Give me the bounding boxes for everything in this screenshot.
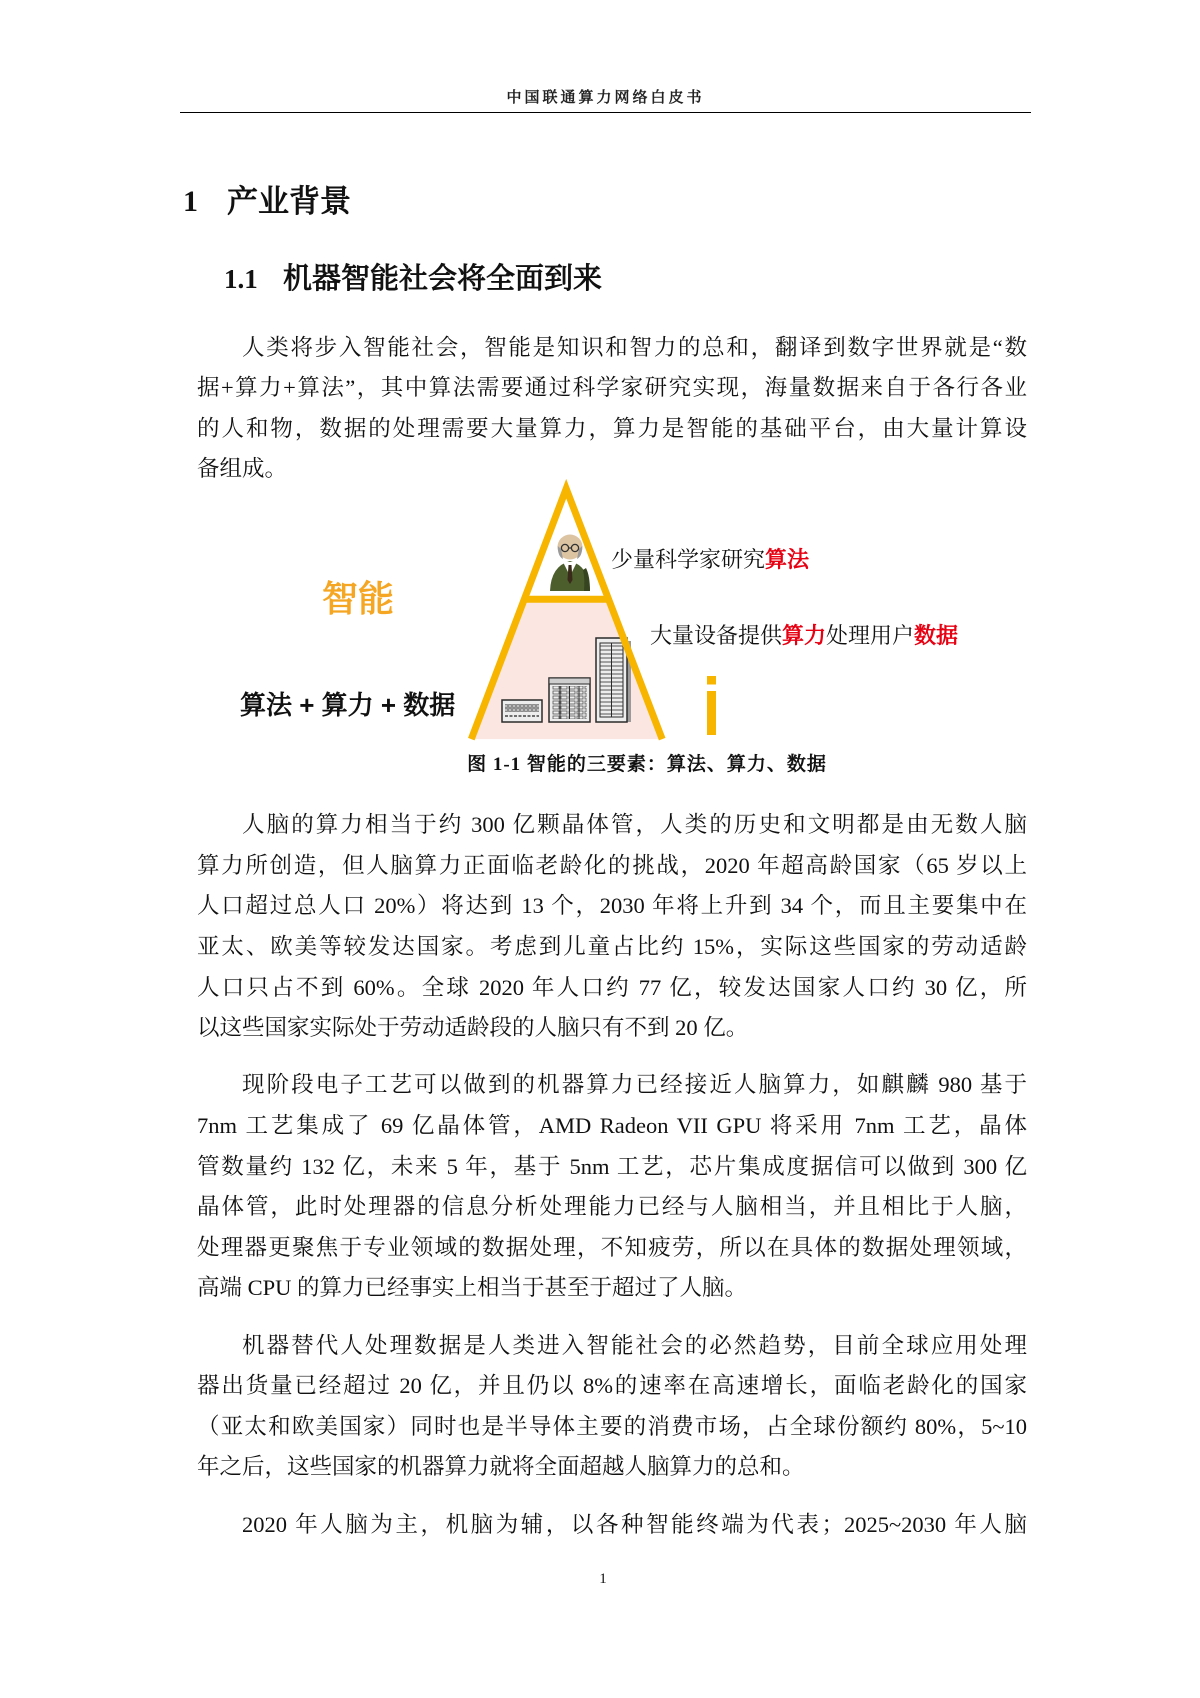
section-title: 产业背景 (227, 184, 351, 219)
annotation-text: 处理用户 (826, 623, 915, 648)
paragraph-2 (197, 805, 1027, 1049)
figure-top-annotation (611, 547, 809, 573)
paragraph-line: 现阶段电子工艺可以做到的机器算力已经接近人脑算力，如麒麟 980 基于 (242, 1072, 1027, 1098)
paragraph-3 (197, 1065, 1027, 1309)
running-header-title: 中国联通算力网络白皮书 (506, 90, 705, 106)
paragraph-line: 高端 CPU 的算力已经事实上相当于甚至于超过了人脑。 (197, 1275, 748, 1301)
paragraph-line: 管数量约 132 亿，未来 5 年，基于 5nm 工艺，芯片集成度据信可以做到 300 亿 (197, 1153, 1027, 1179)
server-cabinet-icon (549, 678, 590, 722)
annotation-highlight: 数据 (914, 623, 959, 648)
section-number: 1 (183, 185, 198, 218)
paragraph-line: 人脑的算力相当于约 300 亿颗晶体管，人类的历史和文明都是由无数人脑 (242, 812, 1027, 838)
paragraph-line: 人口超过总人口 20%）将达到 13 个，2030 年将上升到 34 个，而且主要集中在 (197, 893, 1027, 919)
paragraph-line: 器出货量已经超过 20 亿，并且仍以 8%的速率在高速增长，面临老龄化的国家 (197, 1373, 1027, 1399)
paragraph-line: 2020 年人脑为主，机脑为辅，以各种智能终端为代表；2025~2030 年人脑 (242, 1512, 1027, 1537)
header-rule (180, 112, 1031, 113)
subsection-title: 机器智能社会将全面到来 (283, 263, 603, 295)
annotation-text: 大量设备提供 (650, 623, 783, 648)
annotation-text: 少量科学家研究 (611, 547, 766, 572)
paragraph-1 (197, 328, 1027, 490)
annotation-highlight: 算法 (765, 547, 810, 572)
paragraph-line: 的人和物，数据的处理需要大量算力，算力是智能的基础平台，由大量计算设 (197, 415, 1027, 441)
page-number: 1 (599, 1571, 607, 1587)
paragraph-line: 7nm 工艺集成了 69 亿晶体管，AMD Radeon VII GPU 将采用 7nm 工艺，晶体 (197, 1112, 1027, 1138)
paragraph-line: 亚太、欧美等较发达国家。考虑到儿童占比约 15%，实际这些国家的劳动适龄 (197, 933, 1027, 959)
paragraph-line: 人类将步入智能社会，智能是知识和智力的总和，翻译到数字世界就是“数 (242, 334, 1027, 360)
paragraph-line: 算力所创造，但人脑算力正面临老龄化的挑战，2020 年超高龄国家（65 岁以上 (197, 852, 1027, 878)
paragraph-4 (197, 1326, 1027, 1488)
annotation-highlight: 算力 (782, 623, 827, 648)
paragraph-line: 机器替代人处理数据是人类进入智能社会的必然趋势，目前全球应用处理 (242, 1332, 1027, 1358)
figure-intelligence-label: 智能 (322, 578, 395, 619)
paragraph-line: 年之后，这些国家的机器算力就将全面超越人脑算力的总和。 (197, 1454, 805, 1480)
paragraph-line: 备组成。 (197, 456, 288, 482)
paragraph-line: 人口只占不到 60%。全球 2020 年人口约 77 亿，较发达国家人口约 30 亿，所 (197, 974, 1027, 1000)
figure-bottom-annotation (650, 623, 958, 649)
figure-formula: 算法 + 算力 + 数据 (240, 690, 456, 720)
paragraph-line: 处理器更聚焦于专业领域的数据处理，不知疲劳，所以在具体的数据处理领域， (197, 1234, 1027, 1260)
paragraph-line: （亚太和欧美国家）同时也是半导体主要的消费市场，占全球份额约 80%，5~10 (197, 1413, 1027, 1439)
paragraph-line: 以这些国家实际处于劳动适龄段的人脑只有不到 20 亿。 (197, 1015, 749, 1041)
paragraph-line: 据+算力+算法”，其中算法需要通过科学家研究实现，海量数据来自于各行各业 (197, 375, 1027, 401)
paragraph-line: 晶体管，此时处理器的信息分析处理能力已经与人脑相当，并且相比于人脑， (197, 1194, 1027, 1220)
network-switch-icon (502, 700, 542, 722)
figure-caption: 图 1-1 智能的三要素：算法、算力、数据 (467, 754, 827, 775)
paragraph-5 (197, 1505, 1027, 1546)
info-icon (707, 676, 716, 735)
subsection-number: 1.1 (224, 264, 258, 294)
